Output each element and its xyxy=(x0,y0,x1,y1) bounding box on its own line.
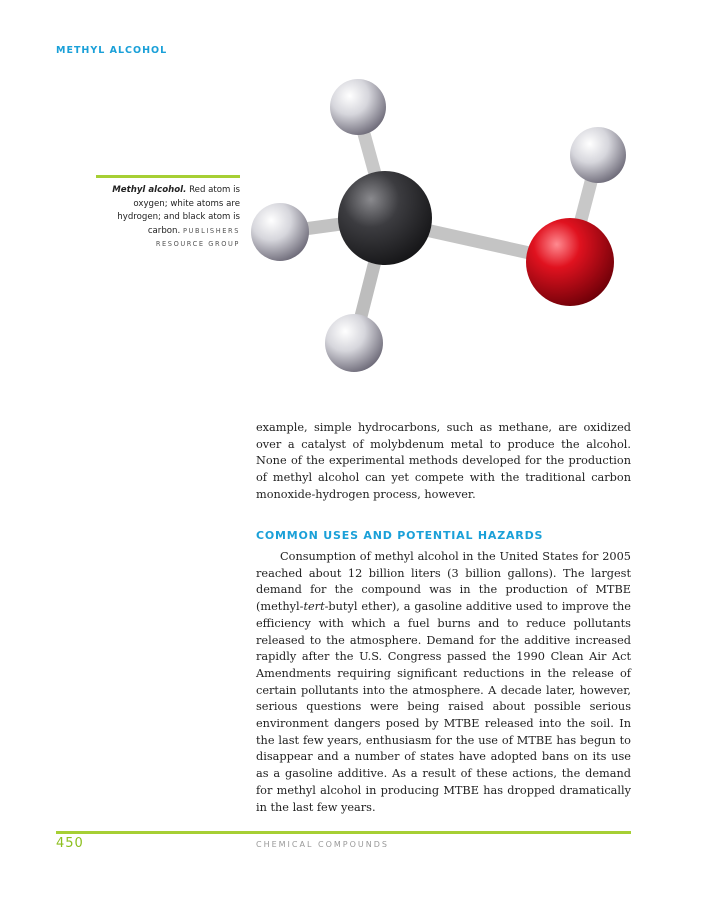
carbon-atom xyxy=(338,171,432,265)
body-paragraph-2 xyxy=(256,549,631,816)
oxygen-atom xyxy=(526,218,614,306)
footer-book-title: CHEMICAL COMPOUNDS xyxy=(256,840,389,849)
section-heading: COMMON USES AND POTENTIAL HAZARDS xyxy=(256,529,544,542)
paragraph-2-italic-term: tert xyxy=(303,600,325,614)
caption-rule xyxy=(96,175,240,178)
hydrogen-atom xyxy=(570,127,626,183)
running-head: METHYL ALCOHOL xyxy=(56,45,168,56)
page-number: 450 xyxy=(56,836,84,851)
caption-credit: PUBLISHERS RESOURCE GROUP xyxy=(155,226,240,248)
caption-lead: Methyl alcohol. xyxy=(112,185,187,195)
hydrogen-atom xyxy=(330,79,386,135)
figure-caption xyxy=(96,184,240,252)
hydrogen-atom xyxy=(325,314,383,372)
caption-text: Red atom is oxygen; white atoms are hydrogen; and black atom is carbon. xyxy=(117,185,240,236)
paragraph-2-text-b: -butyl ether), a gasoline additive used to improve the efficiency with which a fuel burns and to reduce pollutants released to the atmosphere. Demand for the additive increased rapidly after the U.S. Congress passed the 1990 Clean Air Act Amendments requiring significant reductions in the release of certain pollutants into the atmosphere. A decade later, however, serious questions were being raised about possible serious environment dangers posed by MTBE released into the soil. In the last few years, enthusiasm for the use of MTBE has begun to disappear and a number of states have adopted bans on its use as a gasoline additive. As a result of these actions, the demand for methyl alcohol in producing MTBE has dropped dramatically in the last few years. xyxy=(256,600,631,814)
paragraph-2-text-a: Consumption of methyl alcohol in the United States for 2005 reached about 12 billion liters (3 billion gallons). The largest demand for the compound was in the production of MTBE (methyl- xyxy=(256,550,631,614)
hydrogen-atom xyxy=(251,203,309,261)
footer-rule xyxy=(56,831,631,834)
body-paragraph-1: example, simple hydrocarbons, such as methane, are oxidized over a catalyst of molybdenum metal to produce the alcohol. None of the experimental methods developed for the production of methyl alcohol can yet compete with the traditional carbon monoxide-hydrogen process, however. xyxy=(256,421,631,501)
